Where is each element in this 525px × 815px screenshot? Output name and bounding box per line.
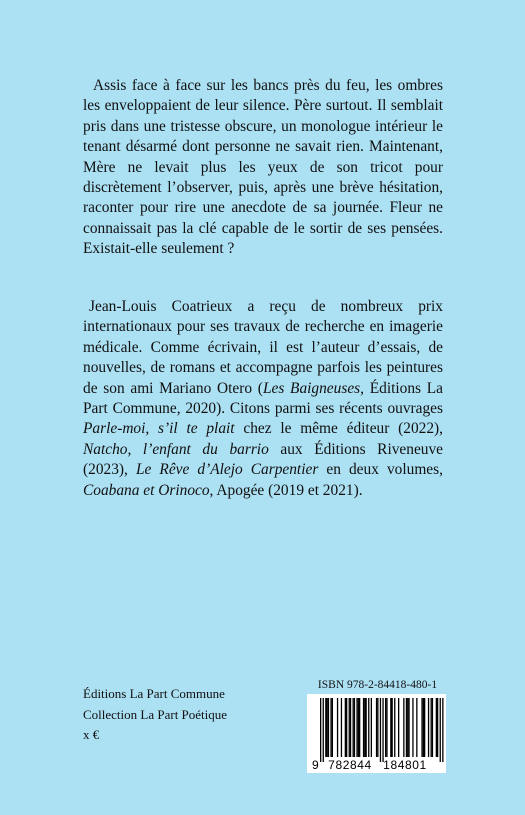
author-bio-paragraph xyxy=(83,297,443,501)
barcode-bar xyxy=(323,698,324,762)
barcode-bar xyxy=(403,698,404,757)
barcode-bar xyxy=(428,698,429,757)
barcode-bar xyxy=(382,698,383,762)
bio-title-les-baigneuses: Les Baigneuses xyxy=(262,379,361,397)
barcode-bar xyxy=(341,698,342,757)
barcode-bar xyxy=(407,698,408,757)
barcode-bar xyxy=(408,698,409,757)
barcode-bar xyxy=(424,698,425,757)
barcode-bar xyxy=(406,698,407,757)
barcode-bar xyxy=(346,698,347,757)
barcode-bar xyxy=(392,698,393,757)
barcode-bar xyxy=(320,698,321,762)
barcode-bar xyxy=(416,698,417,757)
price: x € xyxy=(83,727,100,742)
barcode-bar xyxy=(437,698,438,757)
barcode-bar xyxy=(380,698,381,762)
barcode-bar xyxy=(330,698,331,757)
barcode-bar xyxy=(366,698,367,757)
barcode-bar xyxy=(350,698,351,757)
bio-text: aux Éditions Riveneuve (2023), xyxy=(83,440,443,479)
bio-text: , Apogée (2019 et 2021). xyxy=(209,481,363,499)
isbn-label: ISBN 978-2-84418-480-1 xyxy=(317,679,438,691)
bio-text: en deux volumes, xyxy=(318,461,443,479)
bio-title-coabana: Coabana et Orinoco xyxy=(83,481,210,499)
barcode-bar xyxy=(423,698,424,757)
bio-text: Jean-Louis Coatrieux a reçu de nombreux prix internationaux pour ses travaux de recherche en imagerie médicale. Comme écrivain, il est l’auteur d’essais, de nouvelles, de romans et accompagne parfois les peintures de son ami Mariano Otero ( xyxy=(83,298,443,397)
barcode-bar xyxy=(442,698,443,762)
barcode-bar xyxy=(390,698,391,757)
barcode-bar xyxy=(363,698,364,757)
barcode-bar xyxy=(349,698,350,757)
barcode-bar xyxy=(327,698,328,757)
barcode-bar xyxy=(376,698,377,757)
barcode-bar xyxy=(431,698,432,757)
collection-name: Collection La Part Poétique xyxy=(83,706,228,722)
barcode-bar xyxy=(421,698,422,757)
barcode-bar xyxy=(325,698,326,757)
barcode-first-digit: 9 xyxy=(312,758,319,772)
bio-title-le-reve: Le Rêve d’Alejo Carpentier xyxy=(135,461,319,479)
barcode-bar xyxy=(440,698,441,762)
barcode-bar xyxy=(354,698,355,757)
excerpt-paragraph: Assis face à face sur les bancs près du feu, les ombres les enveloppaient de leur silence. Père surtout. Il semblait pris dans une tristesse obscure, un monologue intérieur le tenant désarmé dont personne ne savait rien. Maintenant, Mère ne levait plus les yeux de son tricot pour discrètement l’observer, puis, après une brève hésitation, raconter pour rire une anecdote de sa journée. Fleur ne connaissait pas la clé capable de le sortir de ses pensées. Existait-elle seulement ? xyxy=(83,77,443,258)
barcode-bar xyxy=(398,698,399,757)
barcode-bar xyxy=(337,698,338,757)
barcode-right-digits: 184801 xyxy=(383,758,427,772)
barcode-bar xyxy=(371,698,372,757)
publisher-info xyxy=(83,684,227,746)
barcode-bar xyxy=(386,698,387,757)
barcode-bar xyxy=(412,698,413,757)
barcode-bar xyxy=(356,698,357,757)
barcode-bar xyxy=(385,698,386,757)
barcode-bar xyxy=(345,698,346,757)
barcode-bar xyxy=(377,698,378,757)
barcode-bars xyxy=(320,698,444,762)
publisher-name: Éditions La Part Commune xyxy=(83,686,225,701)
barcode-bar xyxy=(394,698,395,757)
barcode-bar xyxy=(432,698,433,757)
barcode-bar xyxy=(436,698,437,757)
barcode-left-digits: 782844 xyxy=(328,758,372,772)
bio-title-natcho: Natcho, l’enfant du barrio xyxy=(83,440,269,458)
bio-text: chez le même éditeur (2022), xyxy=(234,420,444,438)
bio-text: , Éditions La Part Commune, 2020). Citons parmi ses récents ouvrages xyxy=(83,379,443,418)
barcode-bar xyxy=(358,698,359,757)
barcode-graphic xyxy=(307,694,446,773)
barcode-bar xyxy=(328,698,329,757)
barcode-bar xyxy=(368,698,369,757)
barcode-bar xyxy=(359,698,360,757)
barcode-bar xyxy=(353,698,354,757)
barcode-bar xyxy=(364,698,365,757)
barcode xyxy=(307,694,446,773)
barcode-bar xyxy=(332,698,333,757)
bio-title-parle-moi: Parle-moi, s’il te plait xyxy=(83,420,235,438)
